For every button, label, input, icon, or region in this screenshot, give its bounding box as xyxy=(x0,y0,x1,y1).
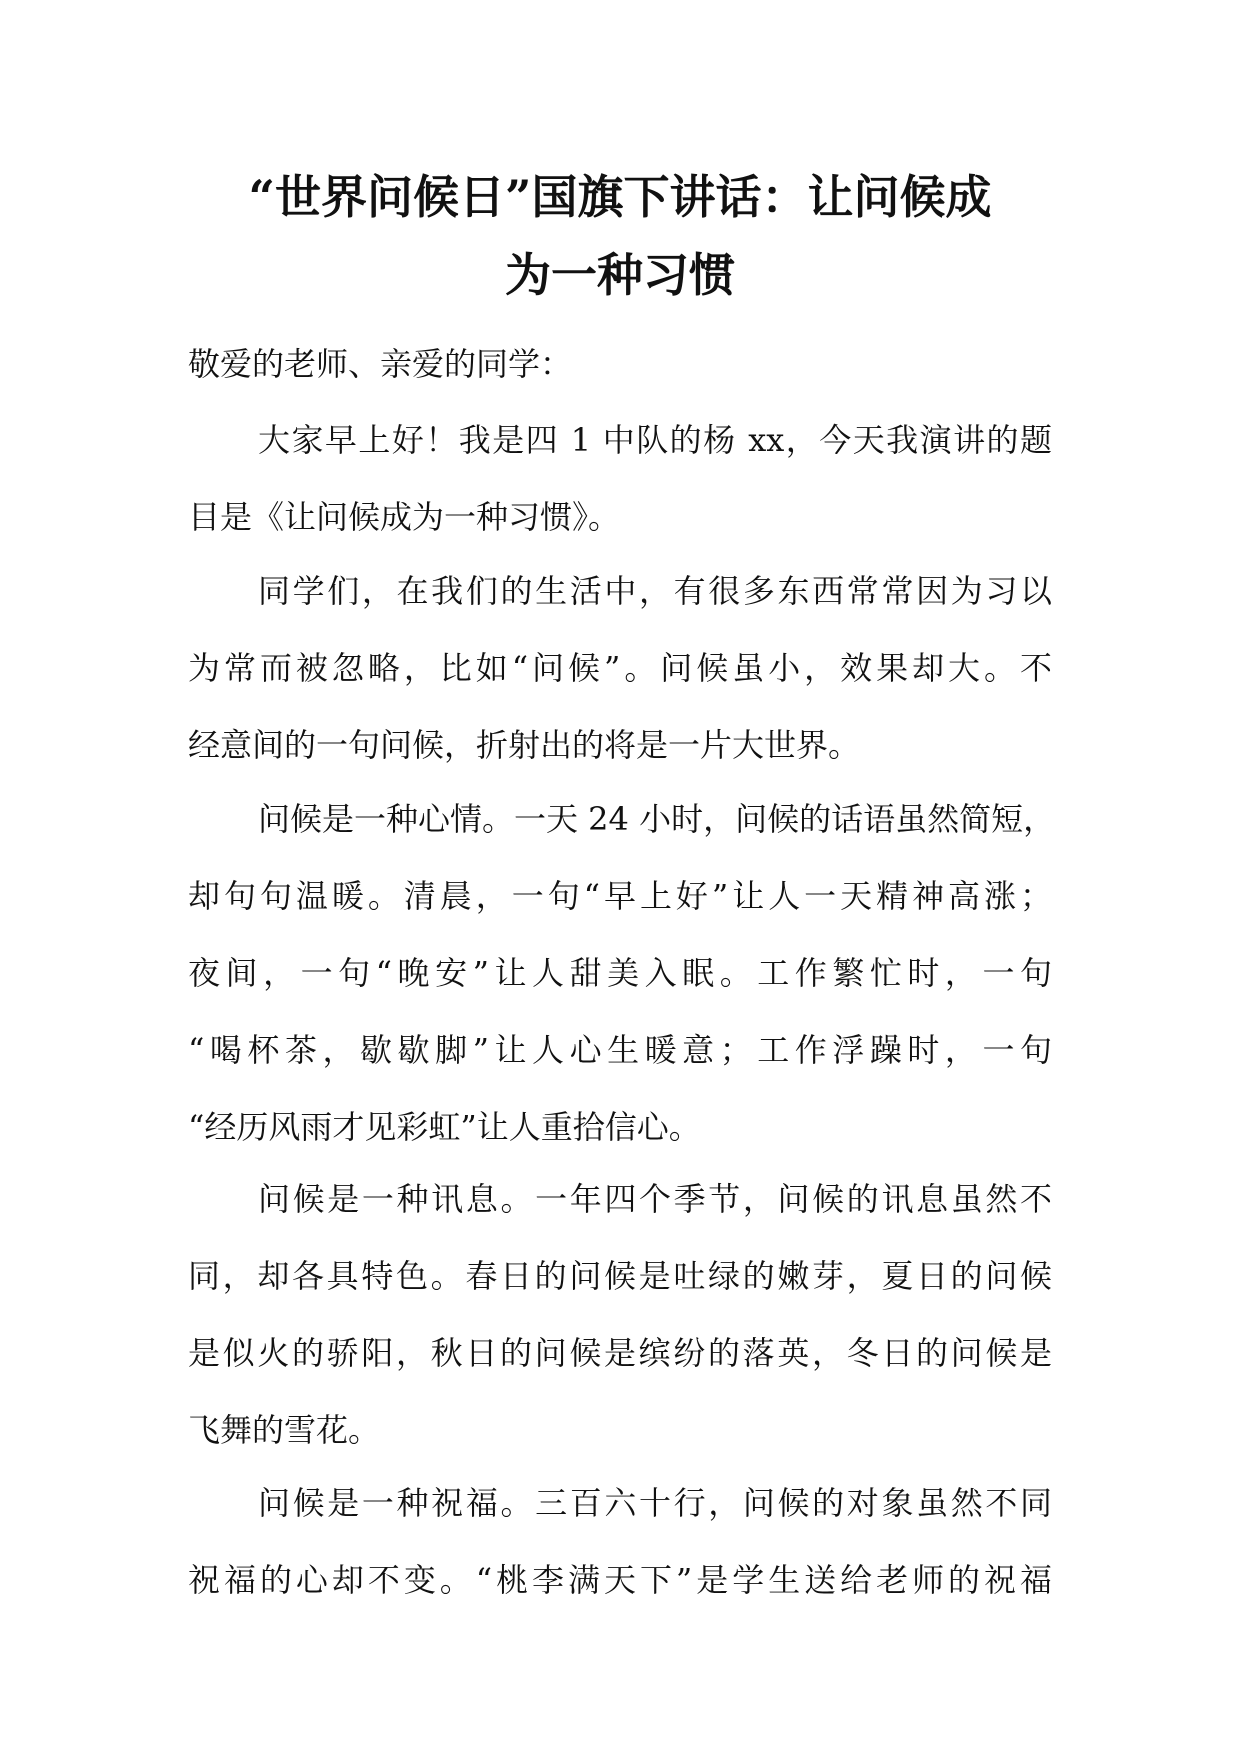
paragraph-line: 夜间，一句“晚安”让人甜美入眠。工作繁忙时，一句 xyxy=(188,954,1052,992)
paragraph-line: 目是《让问候成为一种习惯》。 xyxy=(188,498,621,536)
paragraph-5 xyxy=(188,1481,1052,1602)
paragraph-line: 同，却各具特色。春日的问候是吐绿的嫩芽，夏日的问候 xyxy=(188,1257,1052,1295)
paragraph-line: 问候是一种讯息。一年四个季节，问候的讯息虽然不 xyxy=(258,1180,1052,1218)
paragraph-4 xyxy=(188,1177,1052,1452)
paragraph-line: 为常而被忽略，比如“问候”。问候虽小，效果却大。不 xyxy=(188,649,1052,687)
paragraph-line: 是似火的骄阳，秋日的问候是缤纷的落英，冬日的问候是 xyxy=(188,1334,1052,1372)
paragraph-line: “经历风雨才见彩虹”让人重拾信心。 xyxy=(188,1108,701,1146)
paragraph-line: 却句句温暖。清晨，一句“早上好”让人一天精神高涨； xyxy=(188,877,1052,915)
paragraph-line: 大家早上好！我是四 1 中队的杨 xx，今天我演讲的题 xyxy=(258,421,1052,459)
paragraph-line: 问候是一种祝福。三百六十行，问候的对象虽然不同 xyxy=(258,1484,1052,1522)
paragraph-1 xyxy=(188,418,1052,539)
paragraph-line: “喝杯茶，歇歇脚”让人心生暖意；工作浮躁时，一句 xyxy=(188,1031,1052,1069)
paragraph-line: 问候是一种心情。一天 24 小时，问候的话语虽然简短， xyxy=(258,800,1056,838)
paragraph-line: 经意间的一句问候，折射出的将是一片大世界。 xyxy=(188,726,861,764)
paragraph-line: 同学们，在我们的生活中，有很多东西常常因为习以 xyxy=(258,572,1052,610)
title-line: “世界问候日”国旗下讲话：让问候成 xyxy=(248,170,992,224)
paragraph-2 xyxy=(188,569,1052,767)
paragraph-line: 祝福的心却不变。“桃李满天下”是学生送给老师的祝福 xyxy=(188,1561,1052,1599)
title-line: 为一种习惯 xyxy=(505,248,735,302)
salutation: 敬爱的老师、亲爱的同学： xyxy=(188,345,573,383)
document-title xyxy=(188,158,1052,314)
paragraph-3 xyxy=(188,797,1056,1149)
paragraph-line: 飞舞的雪花。 xyxy=(188,1411,381,1449)
